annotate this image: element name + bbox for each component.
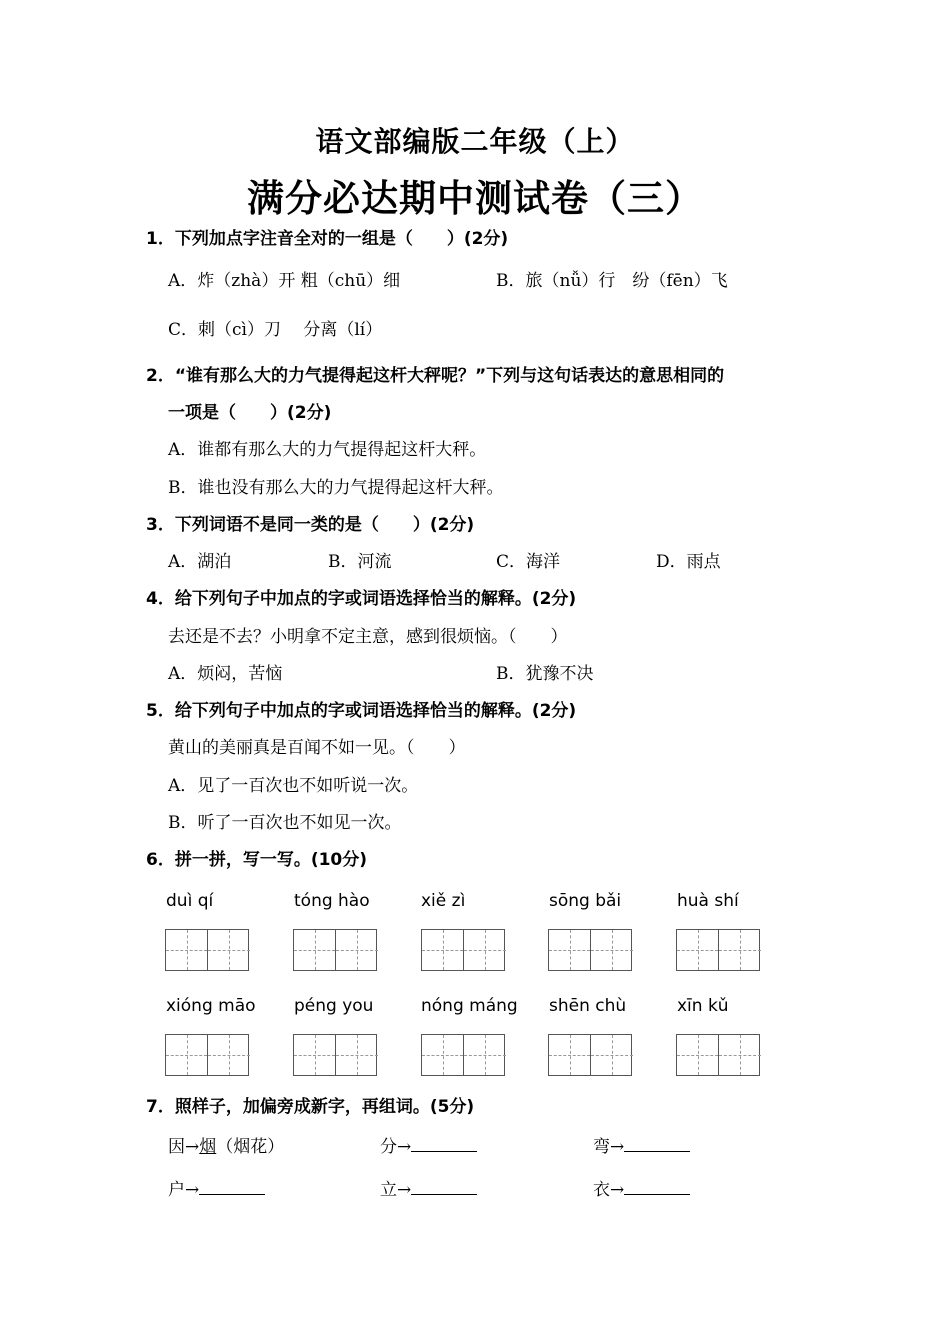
pinyin-label: huà shí (677, 891, 739, 911)
question-4-option-a: A．烦闷，苦恼 (168, 664, 283, 684)
example-new-char: 烟 (199, 1137, 217, 1157)
question-3-option-d: D．雨点 (656, 552, 721, 572)
pinyin-label: péng you (294, 996, 374, 1016)
question-4-sentence: 去还是不去？小明拿不定主意，感到很烦恼。（ ） (168, 627, 568, 647)
writing-grid-box[interactable] (293, 1034, 377, 1076)
question-2-option-a: A．谁都有那么大的力气提得起这杆大秤。 (168, 440, 487, 460)
question-3-option-b: B．河流 (328, 552, 392, 572)
radical-item (380, 1175, 477, 1200)
answer-blank[interactable] (199, 1180, 265, 1195)
question-4-option-b: B．犹豫不决 (496, 664, 594, 684)
radical-item (593, 1132, 690, 1157)
question-2-stem-line1: 2．“谁有那么大的力气提得起这杆大秤呢？”下列与这句话表达的意思相同的 (146, 366, 725, 386)
answer-blank[interactable] (624, 1137, 690, 1152)
pinyin-label: sōng bǎi (549, 891, 622, 911)
pinyin-label: xiě zì (421, 891, 466, 911)
pinyin-label: xīn kǔ (677, 996, 729, 1016)
question-2-option-b: B．谁也没有那么大的力气提得起这杆大秤。 (168, 478, 504, 498)
writing-grid-box[interactable] (421, 929, 505, 971)
writing-grid-box[interactable] (421, 1034, 505, 1076)
question-7-stem: 7．照样子，加偏旁成新字，再组词。(5分) (146, 1097, 475, 1117)
radical-item-label: 户→ (168, 1180, 200, 1200)
question-3-stem: 3．下列词语不是同一类的是（ ）(2分) (146, 515, 475, 535)
radical-item-label: 分→ (380, 1137, 412, 1157)
question-1-option-c: C．刺（cì）刀 分离（lí） (168, 320, 383, 340)
question-4-stem: 4．给下列句子中加点的字或词语选择恰当的解释。(2分) (146, 589, 577, 609)
answer-blank[interactable] (624, 1180, 690, 1195)
writing-grid-box[interactable] (548, 1034, 632, 1076)
exam-subtitle: 语文部编版二年级（上） (315, 125, 635, 158)
question-5-stem: 5．给下列句子中加点的字或词语选择恰当的解释。(2分) (146, 701, 577, 721)
question-5-option-b: B．听了一百次也不如见一次。 (168, 813, 402, 833)
answer-blank[interactable] (411, 1180, 477, 1195)
question-3-option-a: A．湖泊 (168, 552, 232, 572)
pinyin-label: shēn chù (549, 996, 627, 1016)
writing-grid-box[interactable] (165, 929, 249, 971)
question-1-option-b: B．旅（nǚ）行 纷（fēn）飞 (496, 271, 728, 291)
radical-item-label: 立→ (380, 1180, 412, 1200)
radical-item-label: 衣→ (593, 1180, 625, 1200)
writing-grid-box[interactable] (676, 1034, 760, 1076)
writing-grid-box[interactable] (165, 1034, 249, 1076)
radical-item-label: 弯→ (593, 1137, 625, 1157)
question-6-stem: 6．拼一拼，写一写。(10分) (146, 850, 368, 870)
radical-item (380, 1132, 477, 1157)
question-2-stem-line2: 一项是（ ）(2分) (168, 403, 332, 423)
example-prefix: 因→ (168, 1137, 200, 1157)
question-3-option-c: C．海洋 (496, 552, 561, 572)
pinyin-label: tóng hào (294, 891, 370, 911)
answer-blank[interactable] (411, 1137, 477, 1152)
question-1-stem: 1．下列加点字注音全对的一组是（ ）(2分) (146, 229, 509, 249)
question-5-option-a: A．见了一百次也不如听说一次。 (168, 776, 419, 796)
writing-grid-box[interactable] (676, 929, 760, 971)
writing-grid-box[interactable] (548, 929, 632, 971)
example-word: （烟花） (216, 1137, 285, 1157)
exam-title: 满分必达期中测试卷（三） (247, 177, 703, 220)
pinyin-label: duì qí (166, 891, 214, 911)
pinyin-label: nóng máng (421, 996, 518, 1016)
example-item (168, 1132, 284, 1157)
radical-item (168, 1175, 265, 1200)
writing-grid-box[interactable] (293, 929, 377, 971)
radical-item (593, 1175, 690, 1200)
question-5-sentence: 黄山的美丽真是百闻不如一见。（ ） (168, 738, 466, 758)
question-1-option-a: A．炸（zhà）开 粗（chū）细 (168, 271, 401, 291)
pinyin-label: xióng māo (166, 996, 256, 1016)
